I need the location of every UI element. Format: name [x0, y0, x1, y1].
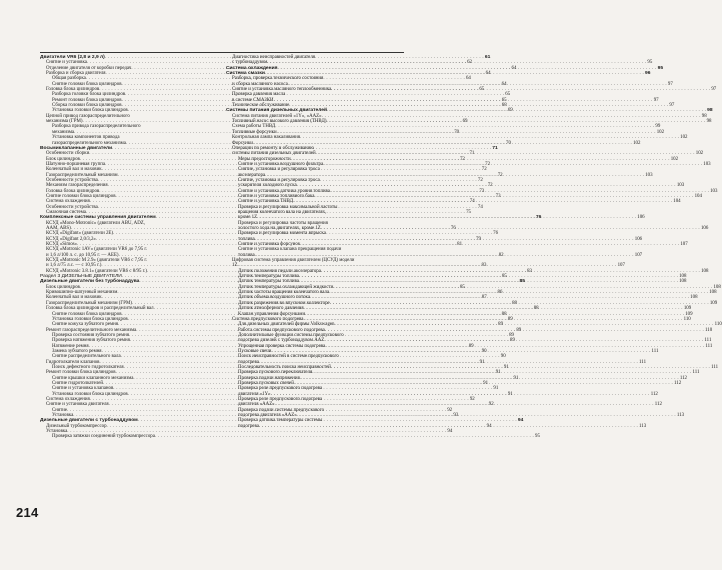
- toc-leader-dots: [300, 242, 679, 247]
- toc-page-number: 97: [667, 81, 673, 87]
- toc-leader-dots: [294, 381, 673, 386]
- toc-entry-title: Кривошипно-шатунный механизм: [46, 290, 118, 296]
- toc-page-number: 106: [637, 215, 645, 221]
- toc-page-number: 89: [509, 332, 514, 338]
- toc-page-number: 111: [692, 370, 700, 376]
- toc-page-number: 104: [673, 199, 681, 205]
- toc-entry-title: подогрева двигателя «AAZ»: [238, 413, 297, 419]
- toc-page-number: 83: [527, 268, 532, 274]
- toc-page-number: 91: [503, 364, 509, 370]
- toc-entry-title: Блок цилиндров: [46, 284, 80, 290]
- toc-entry-title: Снятие крышки клапанного механизма: [52, 375, 134, 381]
- toc-entry-title: Работа системы предпускового подогрева: [238, 327, 325, 333]
- toc-entry-title: Замена зубчатого ремня: [52, 348, 102, 354]
- toc-entry-title: подогрева дизелей с турбонаддувом AAZ: [238, 338, 325, 344]
- toc-page-number: 106: [634, 236, 643, 242]
- toc-entry-title: Датчик температуры топлива: [238, 274, 299, 280]
- toc-entry-title: Снятие и установка: [46, 60, 87, 66]
- toc-entry-title: Проверка пусковых свечей: [238, 380, 294, 386]
- toc-entry-title: и 1,6 л/75 л.с. — с 10,95 г.): [46, 263, 102, 269]
- toc-entry-title: Разборка, проверка технического состояния: [232, 76, 324, 82]
- toc-entry-title: акселератора: [238, 172, 266, 178]
- toc-entry-title: и сборка масляного насоса: [232, 81, 288, 87]
- toc-page-number: 64: [501, 81, 507, 87]
- toc-page-number: 106: [700, 226, 709, 231]
- toc-entry-title: Последовательность поиска неисправностей: [238, 364, 331, 370]
- toc-entry-title: Система охлаждения: [46, 199, 90, 205]
- toc-entry-title: системы питания дизельных двигателей: [232, 151, 316, 157]
- toc-entry-title: холостого хода на двигателях, кроме 1Z: [238, 226, 321, 231]
- toc-entry-title: Комплексные системы управления двигателем: [40, 215, 156, 221]
- toc-entry-title: Проверка реле предпускового подогрева: [238, 397, 323, 402]
- toc-page-number: 83: [481, 263, 487, 269]
- toc-entry-title: 1Z: [232, 263, 238, 269]
- toc-entry-title: Гидротолкатели клапанов: [46, 359, 100, 365]
- top-rule: [40, 52, 404, 53]
- toc-page-number: 68: [501, 103, 507, 109]
- toc-entry-title: Общая разборка: [52, 76, 86, 82]
- toc-entry-title: Блок цилиндров: [46, 156, 80, 162]
- toc-page-number: 76: [535, 215, 542, 221]
- toc-page-number: 85: [519, 279, 525, 285]
- toc-page-number: 111: [704, 338, 712, 344]
- toc-page-number: 89: [510, 338, 515, 344]
- toc-page-number: 109: [683, 306, 692, 312]
- toc-entry-title: КСУД «Digifant» (двигатели 2E): [46, 231, 114, 237]
- toc-page-number: 65: [505, 92, 511, 98]
- toc-entry-title: Проверка давления масла: [232, 92, 286, 98]
- toc-leader-dots: [265, 173, 644, 178]
- toc-page-number: 94: [517, 418, 524, 424]
- toc-page-number: 108: [713, 284, 721, 290]
- toc-page-number: 91: [513, 375, 519, 381]
- toc-page-number: 64: [485, 71, 491, 77]
- toc-leader-dots: [321, 226, 700, 231]
- toc-entry-title: Восьмиклапанные двигатели: [40, 145, 113, 151]
- toc-page-number: 82: [498, 252, 504, 258]
- toc-page-number: 90: [481, 348, 487, 354]
- toc-page-number: 91: [507, 391, 513, 397]
- toc-page-number: 99: [655, 124, 661, 130]
- toc-leader-dots: [331, 87, 710, 92]
- toc-page-number: 102: [695, 151, 704, 157]
- toc-page-number: 88: [533, 306, 539, 312]
- toc-page-number: 103: [710, 188, 718, 194]
- toc-entry-title: Установка головки блока цилиндров: [52, 391, 128, 397]
- toc-page-number: 112: [654, 402, 662, 408]
- toc-page-number: 71: [469, 151, 475, 157]
- toc-leader-dots: [155, 434, 534, 439]
- toc-entry-title: Установка: [46, 429, 68, 435]
- toc-entry-title: Снятие и установка клапанов: [52, 386, 114, 392]
- toc-page-number: 103: [645, 172, 653, 178]
- toc-page-number: 85: [459, 284, 465, 290]
- toc-entry-title: Проверка пускового переключателя: [238, 370, 313, 376]
- toc-page-number: 102: [680, 135, 688, 141]
- toc-entry-title: двигателя «1Y»: [238, 391, 271, 397]
- toc-entry-title: КСУД «Motronic 3.8.1» (двигатели VR6 с 8/95 г.): [46, 268, 147, 274]
- toc-page-number: 92: [488, 402, 494, 408]
- toc-entry-title: топлива: [238, 252, 255, 258]
- toc-entry-title: Головка блока цилиндров и распределительный вал: [46, 306, 154, 312]
- toc-entry-title: Контрольная лампа накаливания: [232, 135, 301, 141]
- toc-page-number: 69: [507, 108, 513, 114]
- toc-page-number: 102: [670, 156, 679, 162]
- toc-entry-title: подогрева: [238, 423, 259, 429]
- toc-page-number: 86: [497, 290, 503, 296]
- toc-page-number: 65: [479, 87, 485, 93]
- toc-page-number: 69: [462, 119, 468, 125]
- toc-entry-title: Снятие головки блока цилиндров: [52, 311, 122, 317]
- toc-entry-title: Проверка затяжки соединений турбокомпрессора: [52, 434, 155, 440]
- toc-page-number: 88: [501, 311, 507, 317]
- toc-page-number: 62: [467, 60, 472, 66]
- toc-entry-title: Цифровая система управления двигателем (ЦСУД) модели: [232, 258, 355, 264]
- toc-entry-title: Система охлаждения: [46, 397, 90, 402]
- toc-entry-title: Система смазки: [226, 71, 265, 77]
- toc-page-number: 108: [701, 268, 709, 274]
- toc-entry-title: Особенности сборки: [46, 151, 90, 157]
- toc-entry-title: Отделение двигателя от коробки передач: [46, 65, 132, 71]
- toc-page-number: 71: [492, 145, 498, 151]
- toc-page-number: 98: [706, 119, 712, 125]
- toc-entry-title: Газораспределительный механизм: [46, 172, 118, 178]
- toc-entry-title: Смазочная система: [46, 209, 86, 215]
- toc-entry-title: Разборка и сборка двигателя: [46, 71, 106, 77]
- toc-page-number: 64: [465, 76, 471, 82]
- toc-entry-title: и 1,6 л/100 л. с. до 10,95 г. — AEE): [46, 252, 119, 258]
- toc-page-number: 76: [493, 231, 499, 237]
- toc-entry-title: Проверка подачи напряжения: [238, 375, 300, 381]
- toc-page-number: 110: [683, 316, 691, 322]
- toc-page-number: 72: [485, 161, 491, 167]
- toc-entry-title: Ремонт головки блока цилиндров: [52, 97, 122, 103]
- toc-page-number: 89: [498, 322, 504, 328]
- toc-entry-title: Головка блока цилиндров: [46, 188, 100, 194]
- toc-page-number: 112: [679, 375, 687, 381]
- toc-entry-title: Ремонт газораспределительного механизма: [46, 327, 137, 333]
- toc-entry-title: Сборка головки блока цилиндров: [52, 103, 122, 109]
- toc-page-number: 70: [506, 140, 511, 146]
- toc-entry-title: КСУД «Motronic M 2.9» (двигатели VR6 с 7,95 г.: [46, 258, 148, 264]
- toc-entry-title: Раздел 3 ДИЗЕЛЬНЫЕ ДВИГАТЕЛИ: [40, 274, 122, 280]
- toc-entry-title: Датчик атмосферного давления: [238, 306, 304, 312]
- toc-entry-title: Меры предосторожности: [238, 156, 291, 162]
- toc-page-number: 91: [479, 359, 485, 365]
- toc-page-number: 111: [705, 343, 713, 349]
- toc-entry-title: Снятие и установка топливного бака: [238, 193, 315, 199]
- toc-entry-title: Коленчатый вал и маховик: [46, 167, 102, 173]
- toc-entry-title: ускорителя холодного пуска: [238, 183, 297, 189]
- toc-entry-title: Снятие и установка воздушного фильтра: [238, 161, 324, 167]
- toc-page-number: 97: [711, 87, 717, 93]
- toc-page-number: 87: [481, 295, 487, 301]
- toc-entry-title: Упрощенная проверка системы подогрева: [238, 343, 326, 349]
- toc-entry-title: Датчик положения педали акселератора: [238, 268, 321, 274]
- toc-entry-title: Поиск неисправностей в системе предпускового: [238, 354, 339, 360]
- toc-entry-title: Разборка привода газораспределительного: [52, 124, 141, 130]
- toc-entry-title: Схема работы ТНВД: [232, 124, 276, 130]
- toc-page-number: 89: [516, 327, 522, 333]
- toc-entry-title: КСУД «Mono-Motronic» (двигатели ABU, ADZ,: [46, 220, 145, 226]
- toc-entry-title: Снятие распределительного вала: [52, 354, 121, 360]
- toc-page-number: 102: [633, 140, 641, 146]
- toc-page-number: 113: [639, 423, 647, 429]
- toc-entry-title: Проверка подачи системы предпускового: [238, 407, 325, 413]
- toc-entry-title: двигателя «AAZ»: [238, 402, 275, 408]
- toc-entry-title: Проверка датчика температуры системы: [238, 418, 323, 424]
- toc-page-number: 109: [685, 311, 693, 317]
- toc-page-number: 92: [447, 407, 453, 413]
- toc-entry-title: AAM, ABS): [46, 226, 71, 231]
- toc-page-number: 111: [651, 348, 659, 354]
- toc-entry-title: Снятие: [52, 407, 68, 413]
- toc-page-number: 107: [617, 263, 625, 269]
- toc-entry-title: Форсунки: [232, 140, 253, 146]
- toc-leader-dots: [271, 392, 650, 397]
- toc-page-number: 97: [669, 103, 675, 109]
- toc-page-number: 95: [657, 65, 664, 71]
- toc-entry-title: подогрева: [238, 359, 259, 365]
- toc-page-number: 111: [639, 359, 647, 365]
- toc-entry-title: Особенности устройства: [46, 204, 98, 210]
- toc-entry-title: Снятие, установка и регулировка троса: [238, 177, 320, 183]
- toc-entry-title: Снятие головки блока цилиндров: [52, 81, 122, 87]
- toc-entry-title: Установка головки блока цилиндров: [52, 108, 128, 114]
- toc-entry-title: Особенности устройства: [46, 177, 98, 183]
- toc-page-number: 75: [466, 209, 471, 215]
- toc-entry-title: Дизельные двигатели с турбонаддувом: [40, 418, 138, 424]
- toc-entry-title: Дизельный турбокомпрессор: [46, 423, 107, 429]
- toc-entry-title: Система предпускового подогрева: [232, 316, 304, 322]
- toc-entry-title: Для дизельных двигателей фирмы Volkswagen: [238, 322, 335, 328]
- toc-leader-dots: [325, 328, 704, 333]
- toc-page-number: 93: [453, 413, 459, 419]
- toc-entry-title: Установка головки блока цилиндров: [52, 316, 128, 322]
- toc-entry-title: Снятие кожуха зубчатого ремня: [52, 322, 118, 328]
- toc-entry-title: Цепной привод газораспределительного: [46, 113, 130, 119]
- toc-page-number: 72: [481, 167, 487, 173]
- toc-leader-dots: [323, 162, 702, 167]
- toc-entry-title: Головка блока цилиндров: [46, 87, 100, 93]
- toc-entry-title: Операции по ремонту и обслуживанию: [232, 145, 314, 151]
- toc-entry-title: Снятие и установка масляного теплообменника: [232, 87, 332, 93]
- toc-entry-title: кроме 1Z: [238, 215, 258, 221]
- toc-entry-title: Ремонт головки блока цилиндров: [46, 370, 116, 376]
- toc-page-number: 91: [495, 370, 501, 376]
- toc-page-number: 111: [711, 364, 719, 370]
- toc-entry-title: КСУД «Simos»: [46, 242, 77, 248]
- toc-entry-title: Проверка и регулировка момента впрыска: [238, 231, 326, 237]
- toc-entry-title: Шатунно-поршневая группа: [46, 161, 105, 167]
- toc-entry-title: Системы питания дизельных двигателей: [226, 108, 327, 114]
- toc-page-number: 104: [694, 193, 702, 199]
- toc-page-number: 102: [656, 129, 665, 135]
- page-number: 214: [16, 505, 39, 520]
- toc-entry-title: Механизм газораспределения: [46, 183, 108, 189]
- toc-entry-title: Газораспределительный механизм (ГРМ): [46, 300, 132, 306]
- toc-page-number: 108: [709, 290, 717, 296]
- toc-entry-title: Диагностика неисправностей двигателя: [232, 55, 316, 60]
- toc-entry-title: Датчик разрежения во впускном коллекторе: [238, 300, 330, 306]
- toc-entry-title: Проверка и регулировка частоты вращения: [238, 220, 328, 226]
- toc-page-number: 91: [493, 386, 499, 392]
- toc-page-number: 113: [676, 413, 685, 419]
- toc-leader-dots: [297, 413, 676, 418]
- toc-page-number: 107: [634, 252, 643, 258]
- toc-entry-title: Клапан управления форсунками: [238, 311, 306, 317]
- toc-entry-title: Установка компонентов привода: [52, 135, 120, 141]
- toc-entry-title: Снятие и установка двигателя: [46, 402, 109, 408]
- toc-entry-title: Снятие и установка ТНВД: [238, 199, 294, 205]
- toc-page-number: 112: [650, 391, 658, 397]
- toc-page-number: 110: [705, 327, 713, 333]
- toc-page-number: 70: [454, 129, 460, 135]
- toc-page-number: 73: [479, 188, 485, 194]
- toc-page-number: 72: [497, 172, 503, 178]
- toc-page-number: 110: [714, 322, 722, 328]
- toc-entry-title: Топливные форсунки: [232, 129, 277, 135]
- toc-entry-title: Снятие гидротолкателей: [52, 380, 103, 386]
- toc-page-number: 103: [676, 183, 685, 189]
- toc-entry-title: Датчик объема воздушного потока: [238, 295, 311, 301]
- toc-entry-title: Пусковые свечи: [238, 348, 272, 354]
- toc-entry-title: Дополнительные функции системы предпускового: [238, 332, 344, 338]
- toc-page-number: 108: [690, 295, 698, 301]
- toc-entry-title: КСУД «Motronic 1AV» (двигатели VR6 до 7,95 г.: [46, 247, 148, 253]
- toc-entry-title: КСУД «Digifant 2,0/3,2»: [46, 236, 96, 242]
- toc-page-number: 94: [486, 423, 492, 429]
- toc-entry-title: Двигатели VR6 (2,8 и 2,9 л): [40, 55, 105, 60]
- toc-entry-title: с турбонаддувом: [232, 60, 268, 66]
- toc-entry-title: вращения коленчатого вала на двигателях,: [238, 209, 327, 215]
- toc-page-number: 90: [500, 354, 506, 360]
- toc-leader-dots: [275, 402, 654, 407]
- toc-page-number: 79: [476, 236, 481, 242]
- toc-page-number: 64: [511, 65, 517, 71]
- toc-page-number: 88: [512, 300, 517, 306]
- toc-page-number: 109: [709, 300, 718, 306]
- toc-page-number: 112: [673, 380, 682, 386]
- toc-entry-title: Снятие, установка и регулировка троса: [238, 167, 320, 173]
- toc-page-number: 72: [487, 183, 493, 189]
- toc-page-number: 74: [469, 199, 475, 205]
- toc-entry-title: топлива: [238, 236, 255, 242]
- toc-leader-dots: [293, 199, 672, 204]
- toc-entry-title: Техническое обслуживание: [232, 103, 290, 109]
- toc-page-number: 89: [507, 316, 513, 322]
- toc-page-number: 95: [647, 60, 653, 66]
- toc-entry-title: Датчик температуры топлива: [238, 279, 299, 285]
- toc-entry-title: Проверка состояния зубчатого ремня: [52, 332, 129, 338]
- toc-page-number: 108: [679, 279, 687, 285]
- toc-entry-title: Система охлаждения: [226, 65, 278, 71]
- toc-page-number: 98: [707, 108, 713, 114]
- toc-page-number: 107: [680, 242, 688, 248]
- toc-page-number: 91: [483, 380, 489, 386]
- toc-entry-title: газораспределительного механизма: [52, 140, 126, 146]
- toc-page-number: 96: [645, 71, 651, 77]
- toc-entry-title: Поиск дефектного гидротолкателя: [52, 364, 124, 370]
- toc-entry-title: Снятие головки блока цилиндров: [46, 193, 116, 199]
- toc-entry: [40, 434, 540, 440]
- toc-entry-title: Датчик частоты вращения коленчатого вала: [238, 290, 330, 296]
- toc-page-number: 65: [501, 97, 507, 103]
- toc-entry-title: Проверка натяжения зубчатого ремня: [52, 338, 130, 344]
- toc-page-number: 76: [450, 226, 456, 231]
- toc-entry-title: в системе СМАЗКИ: [232, 97, 274, 103]
- toc-page-number: 98: [701, 113, 707, 119]
- toc-entry-title: механизма: [52, 129, 75, 135]
- toc-entry-title: Датчик температуры охлаждающей жидкости: [238, 284, 334, 290]
- toc-entry-title: Снятие и установка форсунок: [238, 242, 301, 248]
- toc-page-number: 85: [501, 274, 507, 280]
- toc-page-number: 81: [457, 242, 463, 248]
- toc-page-number: 72: [459, 156, 465, 162]
- toc-entry-title: механизма (ГРМ): [46, 119, 83, 125]
- toc-entry-title: Система питания двигателей «1Y», «AAZ»: [232, 113, 322, 119]
- toc-entry-title: Коленчатый вал и маховик: [46, 295, 102, 301]
- toc-page-number: 74: [477, 204, 483, 210]
- toc-page-number: 108: [679, 274, 687, 280]
- toc-entry-title: Дизельные двигатели без турбонаддува: [40, 279, 140, 285]
- toc-page-number: 95: [535, 434, 540, 440]
- toc-entry-title: Разборка головки блока цилиндров: [52, 92, 126, 98]
- toc-entry-title: Снятие и установка клапана прекращения подачи: [238, 247, 342, 253]
- toc-entry-title: Натяжение ремня: [52, 343, 89, 349]
- toc-page-number: 72: [477, 177, 483, 183]
- toc-entry-title: Установка: [52, 413, 74, 419]
- toc-page-number: 103: [703, 161, 711, 167]
- toc-entry-title: Проверка реле предпускового подогрева: [238, 386, 323, 392]
- toc-page-number: 92: [469, 397, 475, 402]
- toc-page-number: 73: [495, 193, 501, 199]
- toc-entry-title: Топливный насос высокого давления (ТНВД): [232, 119, 327, 125]
- toc-entry-title: Снятие и установка датчика уровня топлива: [238, 188, 330, 194]
- toc-page-number: 89: [468, 343, 474, 349]
- toc-entry-title: Проверка и регулировка максимальной частоты: [238, 204, 338, 210]
- toc-leader-dots: [259, 424, 638, 429]
- toc-page-number: 97: [653, 97, 659, 103]
- toc-page-number: 94: [447, 429, 453, 435]
- toc-page-number: 61: [484, 55, 491, 60]
